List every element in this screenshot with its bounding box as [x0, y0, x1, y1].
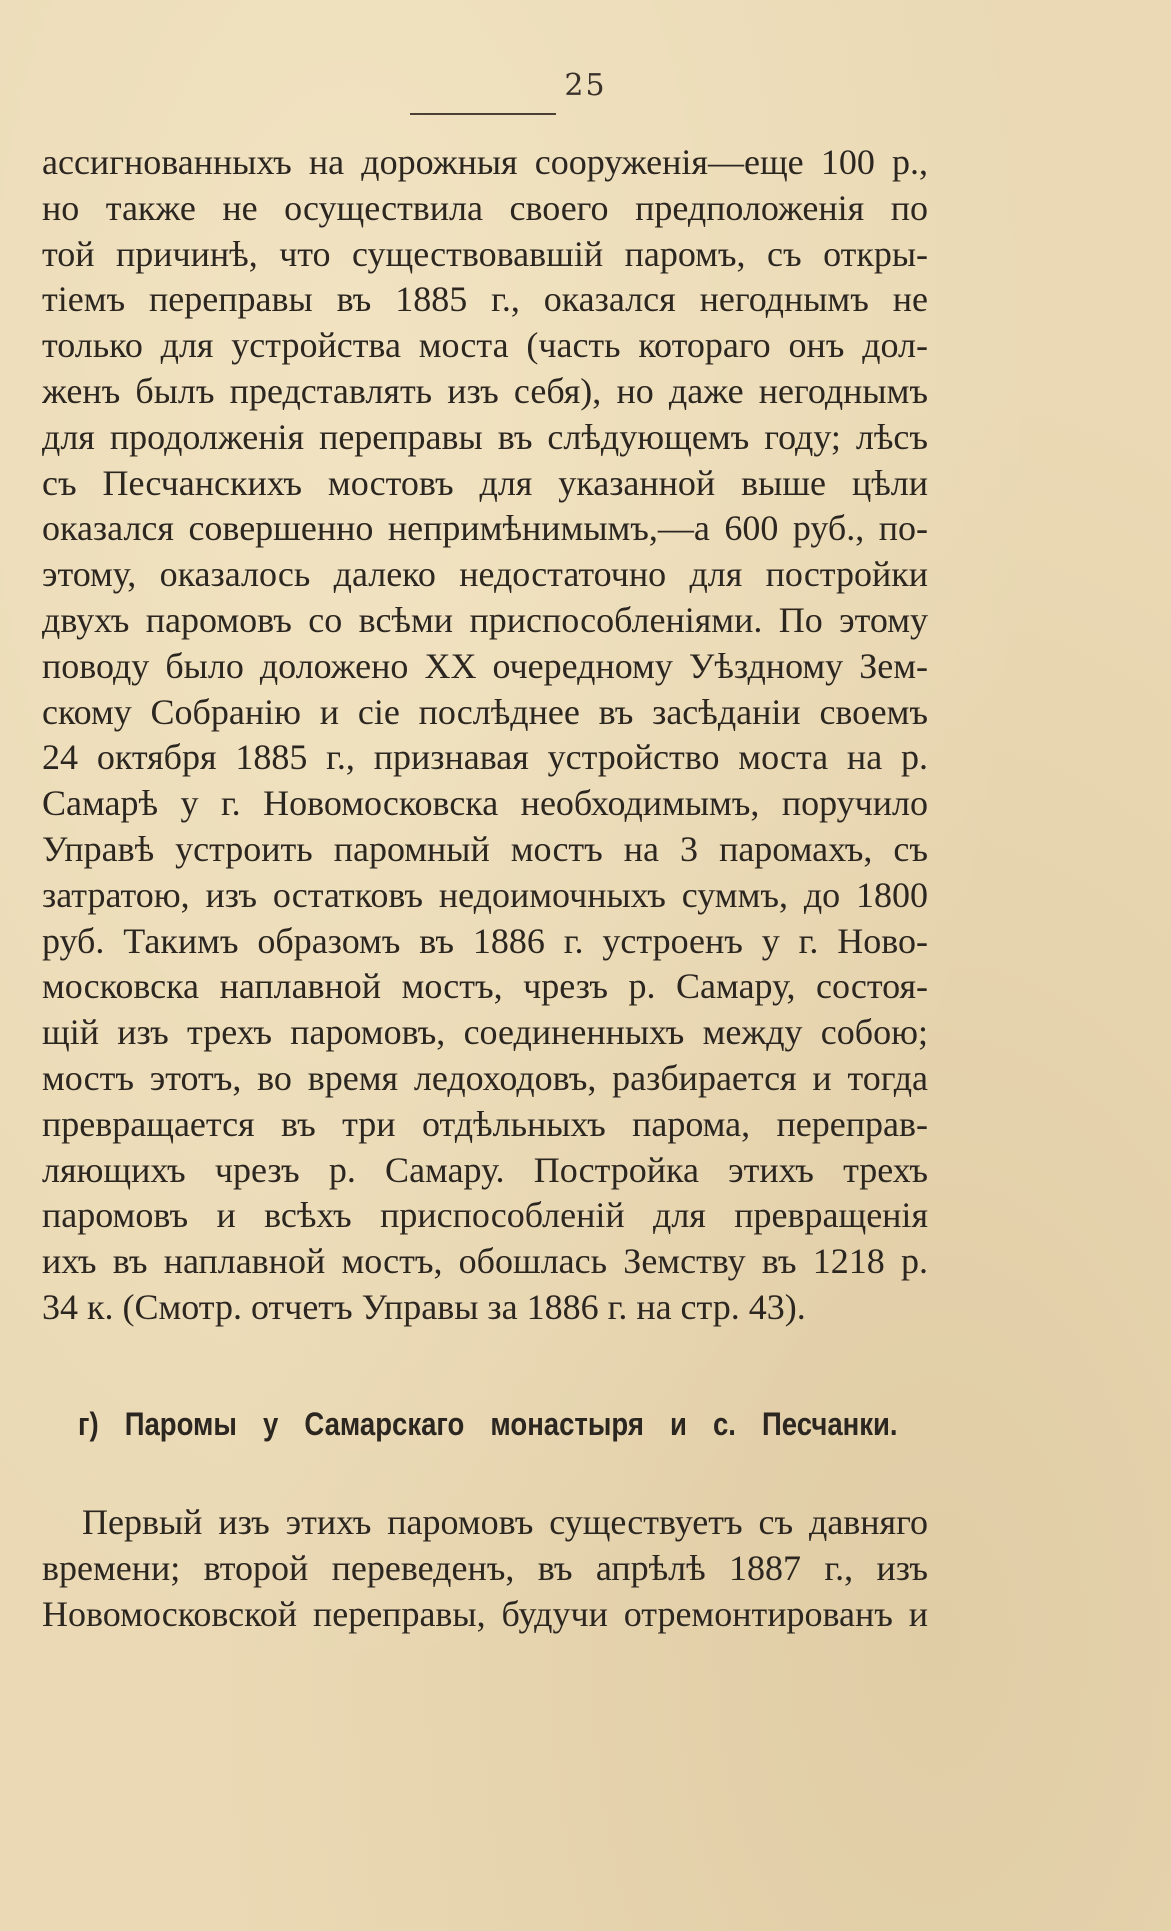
section-heading: г) Паромы у Самарскаго монастыря и с. Песчанки. [78, 1406, 898, 1442]
text-line: московска наплавной мостъ, чрезъ р. Самару, состоя- [42, 966, 928, 1007]
text-line: 24 октября 1885 г., признавая устройство моста на р. [42, 737, 928, 778]
text-line: превращается въ три отдѣльныхъ парома, переправ- [42, 1103, 928, 1144]
text-line: съ Песчанскихъ мостовъ для указанной выше цѣли [42, 462, 928, 503]
text-line: поводу было доложено XX очередному Уѣздному Зем- [42, 645, 928, 686]
text-line: Первый изъ этихъ паромовъ существуетъ съ давняго [82, 1502, 928, 1542]
text-line: только для устройства моста (часть котораго онъ дол- [42, 325, 928, 366]
text-line: этому, оказалось далеко недостаточно для постройки [42, 554, 928, 595]
text-line: двухъ паромовъ со всѣми приспособленіями. По этому [42, 599, 928, 640]
text-line: той причинѣ, что существовавшій паромъ, съ откры- [42, 233, 928, 274]
paragraph-1 [42, 140, 928, 1331]
text-line: Новомосковской переправы, будучи отремонтированъ и [42, 1593, 928, 1634]
page-number-rule [410, 113, 556, 115]
text-line: для продолженія переправы въ слѣдующемъ году; лѣсъ [42, 416, 928, 457]
text-line: паромовъ и всѣхъ приспособленій для превращенія [42, 1195, 928, 1236]
paragraph-2 [42, 1500, 928, 1637]
text-line: скому Собранію и сіе послѣднее въ засѣданіи своемъ [42, 691, 928, 732]
text-line: ассигнованныхъ на дорожныя сооруженія—еще 100 р., [42, 142, 928, 182]
text-line: 34 к. (Смотр. отчетъ Управы за 1886 г. на стр. 43). [42, 1286, 806, 1327]
text-line: ляющихъ чрезъ р. Самару. Постройка этихъ трехъ [42, 1149, 928, 1190]
text-line: щій изъ трехъ паромовъ, соединенныхъ между собою; [42, 1012, 928, 1053]
text-line: руб. Такимъ образомъ въ 1886 г. устроенъ у г. Ново- [42, 920, 928, 961]
text-line: времени; второй переведенъ, въ апрѣлѣ 1887 г., изъ [42, 1547, 928, 1588]
text-line: тіемъ переправы въ 1885 г., оказался негоднымъ не [42, 279, 928, 320]
text-line: мостъ этотъ, во время ледоходовъ, разбирается и тогда [42, 1057, 928, 1098]
text-line: оказался совершенно непримѣнимымъ,—а 600 руб., по- [42, 508, 928, 549]
text-line: Самарѣ у г. Новомосковска необходимымъ, поручило [42, 783, 928, 824]
text-line: Управѣ устроить паромный мостъ на 3 паромахъ, съ [42, 828, 928, 869]
text-line: женъ былъ представлять изъ себя), но даже негоднымъ [42, 370, 928, 411]
text-line: но также не осуществила своего предположенія по [42, 187, 928, 228]
text-line: ихъ въ наплавной мостъ, обошлась Земству въ 1218 р. [42, 1241, 928, 1282]
text-line: затратою, изъ остатковъ недоимочныхъ суммъ, до 1800 [42, 874, 928, 915]
page-number: 25 [564, 68, 607, 103]
